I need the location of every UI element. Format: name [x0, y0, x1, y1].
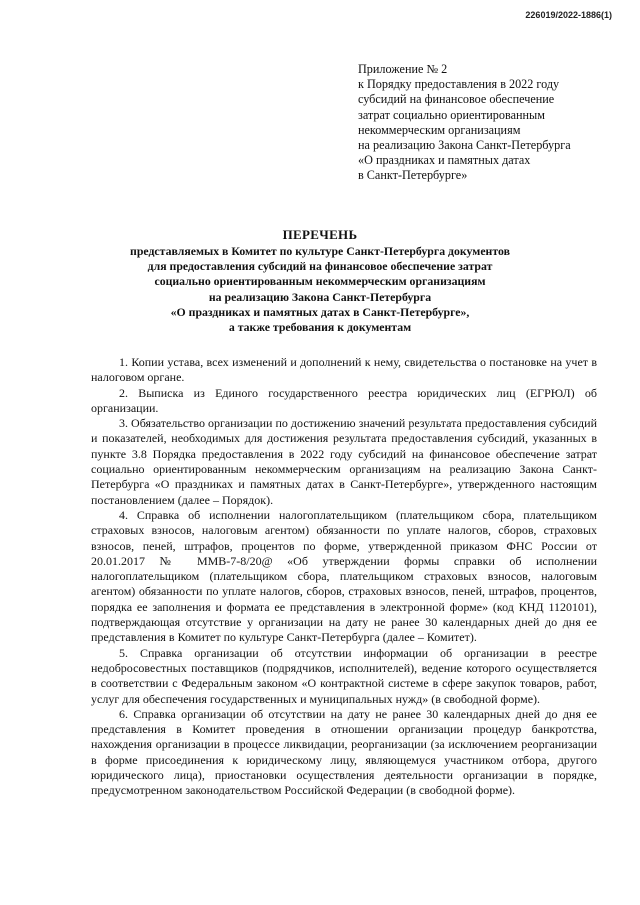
appendix-line: некоммерческим организациям — [358, 122, 521, 137]
appendix-line: «О праздниках и памятных датах — [358, 153, 531, 168]
heading-line: на реализацию Закона Санкт-Петербурга — [208, 289, 432, 304]
list-item: 1. Копии устава, всех изменений и дополнений к нему, свидетельства о постановке на учет в налоговом органе. — [91, 355, 597, 385]
appendix-line: субсидий на финансовое обеспечение — [358, 92, 555, 107]
appendix-block — [358, 62, 618, 184]
document-reference-number: 226019/2022-1886(1) — [525, 10, 612, 20]
appendix-line: в Санкт-Петербурге» — [358, 168, 468, 183]
list-item: 4. Справка об исполнении налогоплательщиком (плательщиком сбора, плательщиком страховых взносов, налоговым агентом) обязанности по уплате налогов, сборов, страховых взносов, пеней, штрафов, процентов по форме, утвержденной приказом ФНС России от 20.01.2017 № ММВ-7-8/20@ «Об утверждении формы справки об исполнении налогоплательщиком (плательщиком сбора, плательщиком страховых взносов, налоговым агентом) обязанности по уплате налогов, сборов, страховых взносов, пеней, штрафов, процентов, порядка ее заполнения и формата ее представления в электронной форме» (код КНД 1120101), подтверждающая отсутствие у организации на дату не ранее 30 календарных дней до дня ее представления в Комитет по культуре Санкт-Петербурга (далее – Комитет). — [91, 507, 597, 645]
document-title: ПЕРЕЧЕНЬ — [282, 227, 358, 242]
appendix-line: на реализацию Закона Санкт-Петербурга — [358, 138, 571, 153]
list-item: 3. Обязательство организации по достижению значений результата предоставления субсидий и показателей, необходимых для достижения результата предоставления субсидий, указанных в пункте 3.8 Порядка предоставления в 2022 году субсидий на финансовое обеспечение затрат социально ориентированным некоммерческим организациям на реализацию Закона Санкт-Петербурга «О праздниках и памятных датах в Санкт-Петербурге», утвержденного настоящим постановлением (далее – Порядок). — [91, 416, 597, 507]
document-body — [91, 355, 597, 799]
document-heading — [60, 226, 580, 335]
heading-line: социально ориентированным некоммерческим организациям — [154, 274, 486, 289]
heading-line: а также требования к документам — [228, 320, 412, 335]
heading-line: для предоставления субсидий на финансовое обеспечение затрат — [147, 259, 493, 274]
list-item: 2. Выписка из Единого государственного реестра юридических лиц (ЕГРЮЛ) об организации. — [91, 385, 597, 415]
heading-line: представляемых в Комитет по культуре Санкт-Петербурга документов — [130, 244, 510, 258]
heading-line: «О праздниках и памятных датах в Санкт-Петербурге», — [170, 304, 470, 319]
appendix-line: затрат социально ориентированным — [358, 107, 545, 122]
list-item: 5. Справка организации об отсутствии информации об организации в реестре недобросовестных поставщиков (подрядчиков, исполнителей), ведение которого осуществляется в соответствии с Федеральным законом «О контрактной системе в сфере закупок товаров, работ, услуг для обеспечения государственных и муниципальных нужд» (в свободной форме). — [91, 645, 597, 706]
appendix-line: к Порядку предоставления в 2022 году — [358, 77, 560, 92]
appendix-line: Приложение № 2 — [358, 62, 448, 76]
list-item: 6. Справка организации об отсутствии на дату не ранее 30 календарных дней до дня ее представления в Комитет проведения в отношении организации процедур банкротства, нахождения организации в процессе ликвидации, реорганизации (за исключением реорганизации в форме присоединения к юридическому лицу, являющемуся участником отбора, другого юридического лица), приостановки осуществления деятельности организации в порядке, предусмотренном законодательством Российской Федерации (в свободной форме). — [91, 706, 597, 798]
